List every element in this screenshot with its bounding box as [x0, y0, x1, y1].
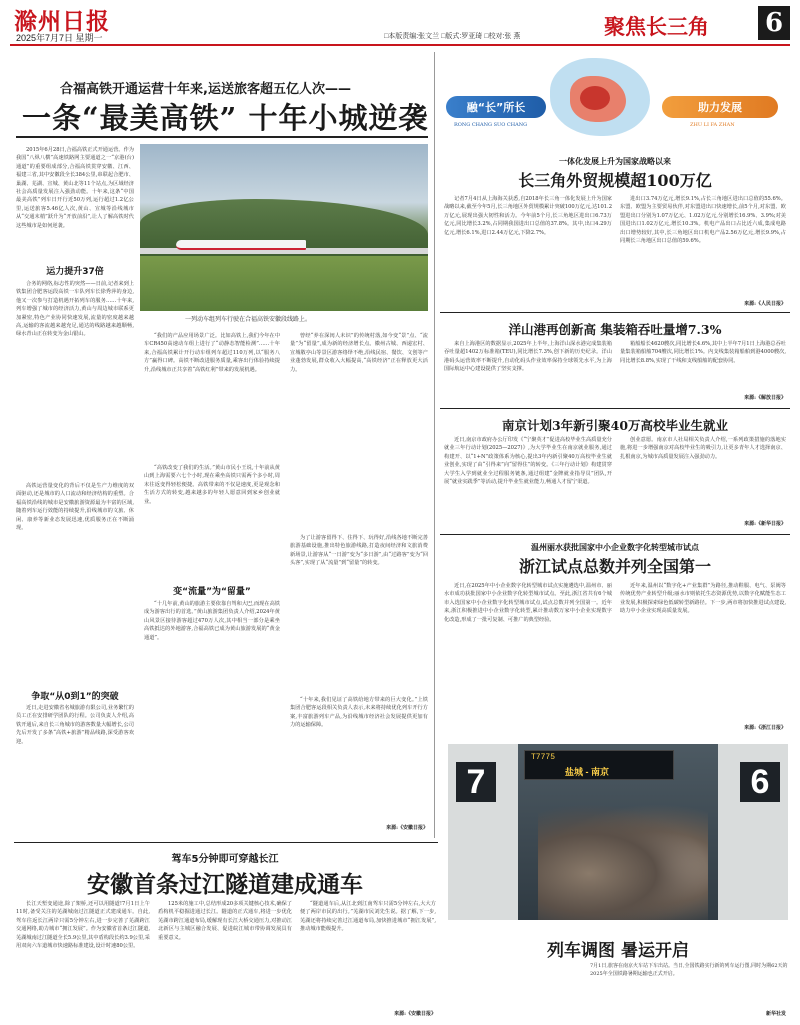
lead-col2-body-c: “十几年前,黄山的旅游主要依靠自驾和大巴,而现在高铁成为游客出行的首选。”黄山旅游集团负责人介绍,2024年黄山风景区接待游客超过470万人次,其中相当一部分是乘坐高铁抵达的外地游客,合福高铁已成为黄山旅游发展的“黄金通道”。: [144, 601, 280, 641]
article-nanjing: [440, 412, 790, 532]
lead-col2-body-b: “高铁改变了我们的生活。”黄山市民小王说,十年前从黄山到上海需要六七个小时,现在乘坐高铁只需两个多小时,周末往返变得轻松便捷。高铁带来的不仅是速度,更是观念和生活方式的转变,越来越多的年轻人愿意回到家乡创业就业。: [144, 465, 280, 505]
photo-caption: 一列动车组列车行驶在合福高铁安徽段线路上。: [185, 316, 312, 323]
photo-field: [140, 256, 428, 311]
lead-col3-body-c: “十年来,我们见证了高铁给地方带来的巨大变化。”上铁集团合肥客运段相关负责人表示,未来将持续优化列车开行方案,丰富旅游列车产品,为沿线城市经济社会发展提供更加有力的运输保障。: [290, 697, 428, 729]
banner-right-title: 助力发展: [698, 101, 742, 114]
passengers: [538, 804, 708, 920]
train-number: T7775: [531, 753, 556, 762]
banner-left-en: RONG CHANG SUO CHANG: [454, 122, 528, 128]
lead-kicker: 合福高铁开通运营十年来,运送旅客超五亿人次——: [60, 82, 351, 97]
nanjing-title: 南京计划3年新引聚40万高校毕业生就业: [501, 418, 729, 433]
banner-right-en: ZHU LI FA ZHAN: [690, 122, 735, 128]
port-body: 来自上海港区的数据显示,2025年上半年,上海洋山深水港完成集装箱吞吐量超1402万标准箱(TEU),同比增长7.3%,创下新的历史纪录。洋山港码头运营效率不断提升,自动化码头作业效率保持全球领先水平,为上海国际航运中心建设提供了坚实支撑。: [444, 341, 612, 373]
train-route: 盐城 - 南京: [565, 767, 609, 777]
tunnel-source: 来源:《安徽日报》: [394, 1011, 436, 1017]
train-photo-title: 列车调图 暑运开启: [547, 941, 689, 961]
trade-body-b: 进出口3.74万亿元,增长9.1%,占长三角地区进出口总值的55.6%。东盟、欧盟为主要贸易伙伴,对东盟进出口快速增长,前5个月,对东盟、欧盟进出口分别为1.07万亿元、1.02万亿元,分别增长16.9%、3.9%;对美国进出口1.02万亿元,增长10.3%。机电产品出口占比近六成,集成电路出口增势较好,其中,长三角地区出口机电产品2.56万亿元,增长9.9%,占同期长三角地区出口总值的59.6%。: [620, 196, 786, 245]
car-number-left: 7: [456, 762, 496, 802]
lead-subhead-2: 变“流量”为“留量”: [173, 587, 251, 597]
lead-col2-body: “我们的产品应用场景广泛。比如高铁上,我们今年在中车CR450高速动车组上进行了“动静态智能检测”……十年来,合福高铁累计开行动车组列车超过110万列,以“服务八方”赢得口碑。高铁不断改进服务质量,乘客出行体验持续提升,沿线城市正共享着“高铁红利”带来的发展机遇。: [144, 333, 280, 373]
lead-subhead-1: 运力提升37倍: [46, 267, 104, 277]
tunnel-body: 长江天堑变通途,除了架桥,还可以用隧道!7月1日上午11时,备受关注的芜湖城南过江隧道正式建成通车。自此,驾车往返长江两岸只需5分钟左右,进一步完善了芜湖跨江交通网络,助力城市“拥江发展”。作为安徽省首条过江隧道,芜湖城南过江隧道全长5.9公里,其中盾构段长约3.9公里,采用双向六车道城市快速路标准建设,设计时速80公里。: [16, 901, 150, 950]
trade-source: 来源:《人民日报》: [744, 301, 786, 307]
tunnel-body-c: “隧道通车后,从江北到江南驾车只需5分钟左右,大大方便了两岸市民的出行。”芜湖市民刘先生说。据了解,下一步,芜湖还将持续完善过江通道布局,加快推进城市“拥江发展”,推动城市能级提升。: [300, 901, 436, 933]
tunnel-top-rule: [14, 842, 438, 843]
photo-train: [176, 240, 306, 250]
lead-title-rule: [16, 136, 428, 138]
lead-col1-body-2: 高铁运营量变化的背后不仅是生产力维度的双面驱动,还是城市的人口流动和经济结构的重塑。合福高铁沿线的城市是安徽旅游资源最为丰富的区域,随着列车运行效能的持续提升,沿线城市的文旅、休闲、康养等新业态发展迅速,优质服务正在不断涌现。: [16, 483, 134, 532]
train-photo-credit: 新华社发: [765, 1011, 786, 1017]
trade-kicker: 一体化发展上升为国家战略以来: [559, 157, 671, 166]
zhejiang-body: 近日,在2025年中小企业数字化转型城市试点实施遴选中,温州市、丽水市成功获批国家中小企业数字化转型城市试点。至此,浙江省共有6个城市入选国家中小企业数字化转型城市试点,试点总数并列全国第一。近年来,浙江积极推进中小企业数字化转型,累计推动数万家中小企业实现数字化改造,形成了一批可复制、可推广的典型经验。: [444, 583, 612, 623]
trade-title: 长三角外贸规模超100万亿: [518, 171, 712, 190]
issue-date: 2025年7月7日 星期一: [16, 33, 103, 43]
article-trade: [440, 150, 790, 310]
masthead: [0, 0, 800, 45]
section-title: 聚焦长三角: [604, 15, 709, 39]
lead-article: [10, 52, 430, 842]
article-tunnel: [10, 842, 440, 1022]
page-number-badge: [758, 6, 790, 40]
column-divider: [434, 52, 435, 838]
page-number: 6: [764, 8, 784, 38]
banner-right: [662, 96, 778, 118]
article-zhejiang: [440, 538, 790, 738]
lead-col1-body-3: 近日,走进安徽省名城旅游有限公司,业务繁忙的员工正在安排研学团队的行程。公司负责人介绍,高铁开通后,来自长三角城市的游客数量大幅增长,公司先后开发了多条“高铁+旅游”精品线路,深受游客欢迎。: [16, 705, 134, 745]
lead-col1-body: 合务的网络,标志性的突然——日前,记者来到上铁集团合肥客运段高铁一车队列车长徐秀萍的身边,他又一次参与打造机遇开拓列车的服务……十年来,列车增强了城市的经济活力,黄山与周边城市联系更加紧密,特色产业协同快速发展,流量的密度越来越高,运输的客流越来越充足,通达的线路越来越顺畅,绿水青山正在转变为金山银山。: [16, 281, 134, 338]
train-photo: [140, 144, 428, 311]
divider-2: [440, 408, 790, 409]
article-port: [440, 316, 790, 406]
zhejiang-source: 来源:《浙江日报》: [744, 725, 786, 731]
editors-line: □本版责编:张文兰 □版式:罗亚琦 □校对:张 燕: [384, 33, 521, 40]
paper-name: 滁州日报: [14, 8, 110, 35]
train-photo-caption: 7月1日,旅客在南京火车站下车出站。当日,全国铁路实行新的列车运行图,同时为期62天的2025年全国铁路暑期运输也正式开启。: [590, 963, 788, 977]
lead-col1-intro: 2015年6月28日,合福高铁正式开通运营。作为我国“八纵八横”高速铁路网主要通道之一“京港(台)通道”的重要组成部分,合福高铁贯穿安徽、江西、福建三省,其中安徽段全长384公里,串联起合肥市、巢湖、芜湖、宣城、黄山北等11个站点,为区域经济社会高质量发展注入强劲动能。十年来,这条“中国最美高铁”列车日开行近50万列,运行超过1.2亿公里,运送旅客5.46亿人次,黄山、宣城等沿线城市从“交通末梢”跃升为“开放前沿”,让人了解高铁时代这些城市是如何逆袭。: [16, 147, 134, 229]
masthead-rule: [10, 44, 790, 46]
zhejiang-kicker: 温州丽水获批国家中小企业数字化转型城市试点: [531, 543, 699, 552]
destination-board: [524, 750, 674, 780]
lead-col3-body: 曾经“养在深闺人未识”的传统村落,如今变“景”点、“流量”为“留量”,成为新的经济增长点。徽州古城、西递宏村、宣城敬亭山等景区游客络绎不绝,沿线民宿、餐饮、文创等产业蓬勃发展,群众收入大幅提高,“高铁经济”正在释放更大活力。: [290, 333, 428, 373]
lead-subhead-3: 争取“从0到1”的突破: [31, 692, 119, 702]
port-source: 来源:《解放日报》: [744, 395, 786, 401]
divider-1: [440, 312, 790, 313]
lead-title: 一条“最美高铁” 十年小城逆袭: [22, 101, 429, 135]
zhejiang-title: 浙江试点总数并列全国第一: [518, 557, 711, 576]
map-region-mid: [580, 86, 610, 110]
nanjing-source: 来源:《新华日报》: [744, 521, 786, 527]
tunnel-title: 安徽首条过江隧道建成通车: [87, 871, 363, 898]
port-title: 洋山港再创新高 集装箱吞吐量增7.3%: [508, 322, 722, 337]
nanjing-body: 近日,南京市政府办公厅印发《“宁聚英才”促进高校毕业生高质量充分就业三年行动计划(2025—2027)》,为大学毕业生在南京就业服务,通过构建开、以“1+N”政策体系为核心,提出3年内新引聚40万高校毕业生就业创业,实现了由“引得来”向“留得住”的转变。《三年行动计划》构建贯穿大学生入学到就业全过程服务链条,通过组建“金牌就业指导员”团队,开展“就业实践季”等活动,提升毕业生就业能力,畅通人才留宁渠道。: [444, 437, 612, 486]
banner-left: [446, 96, 546, 118]
divider-3: [440, 534, 790, 535]
zhejiang-body-b: 近年来,温州以“数字化+产业集群”为路径,推动鞋服、电气、泵阀等传统优势产业转型升级;丽水市则依托生态资源优势,以数字化赋能生态工业发展,积极探索绿色低碳转型新路径。下一步,两市将加快推进试点建设,助力中小企业实现高质量发展。: [620, 583, 786, 615]
lead-source: 来源:《安徽日报》: [386, 825, 428, 831]
tunnel-kicker: 驾车5分钟即可穿越长江: [171, 854, 279, 865]
port-body-b: 箱船船长4620艘次,同比增长4.6%,其中上半年7月1日上海港总吞吐量集装箱船舶704艘次,同比增长1%。内支线集装箱船舶到港4000艘次,同比增长8.8%,实现了干线和支线船舶的配套协同。: [620, 341, 786, 364]
nanjing-body-b: 创业意愿。南京市人社局相关负责人介绍,一系列政策措施的落地实施,将进一步增强南京对高校毕业生的吸引力,让更多青年人才选择南京、扎根南京,为城市高质量发展注入强劲动力。: [620, 437, 786, 460]
sidebar-banner: [440, 52, 790, 142]
train-window-photo: [448, 744, 788, 920]
trade-body: 记者7月4日从上海海关获悉,自2018年长三角一体化发展上升为国家战略以来,截至今年5月,长三角地区外贸规模累计突破100万亿元,达101.2万亿元,展现出强大韧性和活力。今年前5个月,长三角地区进出口6.73万亿元,同比增长3.2%,占同期我国进出口总值的37.8%。其中,出口4.29万亿元,增长6.1%,进口2.44万亿元,下降2.7%。: [444, 196, 612, 236]
lead-col3-body-b: 为了让游客留得下、住得下、玩得好,沿线各地不断完善旅游基础设施,推出特色旅游线路,打造夜间经济和文旅消费新场景,让游客从“一日游”变为“多日游”,由“过路客”变为“回头客”,实现了从“流量”到“留量”的转变。: [290, 535, 428, 567]
banner-left-title: 融“长”所长: [466, 101, 526, 114]
car-number-right: 6: [740, 762, 780, 802]
tunnel-body-b: 125米的施工中,总结形成20多项关键核心技术,确保了盾构机平稳掘进通过长江。隧道的正式通车,将进一步优化芜湖市跨江通道布局,缓解现有长江大桥交通压力,对推动江北新区与主城区融合发展、促进皖江城市带协调发展具有重要意义。: [158, 901, 292, 941]
